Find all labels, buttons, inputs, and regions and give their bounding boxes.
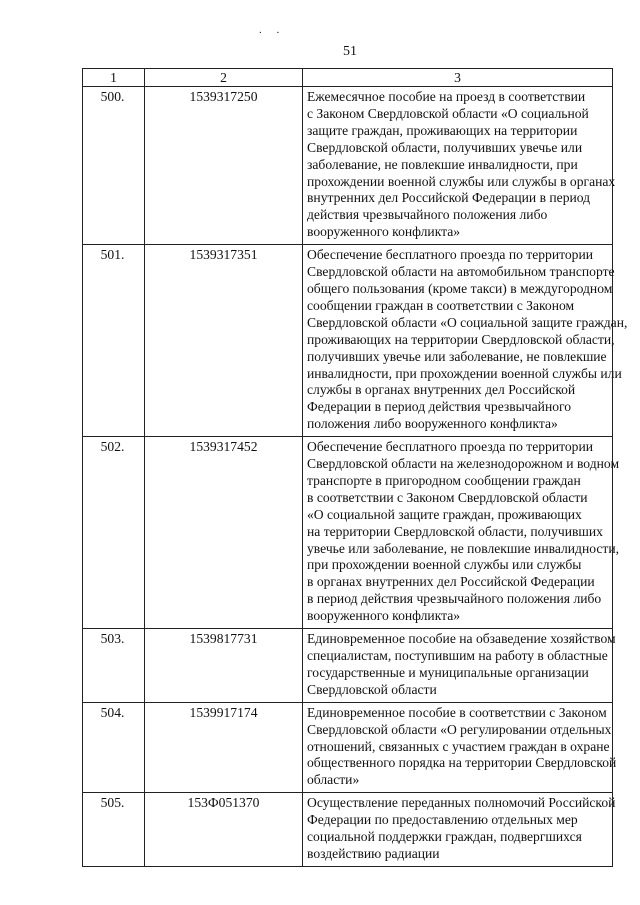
description-line: Обеспечение бесплатного проезда по территории [307,247,594,263]
row-number: 504. [83,702,145,793]
description-line: вооруженного конфликта» [307,608,461,624]
scan-mark: . . [259,24,286,36]
registry-table [82,68,628,867]
description-line: в органах внутренних дел Российской Федерации [307,574,595,590]
row-number: 502. [83,437,145,629]
description-line: Ежемесячное пособие на проезд в соответствии [307,89,586,104]
description-line: Обеспечение бесплатного проезда по территории [307,439,594,455]
description-line: службы в органах внутренних дел Российской [307,382,576,398]
column-header-code: 2 [145,69,303,87]
table-body [83,87,628,867]
table-row [83,702,613,793]
table-header-row [83,69,613,87]
description-line: в период действия чрезвычайного положения либо [307,591,602,607]
row-description [303,437,620,629]
description-line: Единовременное пособие на обзаведение хозяйством [307,631,616,647]
description-line: при прохождении военной службы или службы [307,557,582,573]
description-line: сообщении граждан в соответствии с Законом [307,297,575,313]
description-line: с Законом Свердловской области «О социальной [307,105,589,121]
row-code: 1539317452 [145,437,303,629]
description-line: транспорте в пригородном сообщении граждан [307,472,581,488]
row-code: 1539317351 [145,245,303,437]
description-line: «О социальной защите граждан, проживающих [307,506,582,522]
description-line: воздействию радиации [307,845,440,861]
description-line: государственные и муниципальные организации [307,664,589,680]
page-number: 51 [343,44,357,59]
description-line: Федерации в период действия чрезвычайного [307,399,572,415]
description-line: Свердловской области на автомобильном транспорте [307,264,615,280]
description-line: области» [307,772,360,788]
table-row [83,245,613,437]
description-line: общего пользования (кроме такси) в междугородном [307,280,613,296]
description-line: проживающих на территории Свердловской области, [307,331,615,347]
table-row [83,629,613,703]
row-code: 153Ф051370 [145,793,303,867]
description-line: получивших увечье или заболевание, не повлекшие [307,348,607,364]
description-line: заболевание, не повлекшие инвалидности, при [307,156,578,172]
description-line: Свердловской области «О регулировании отдельных [307,721,612,737]
description-line: Свердловской области «О социальной защите граждан, [307,314,628,330]
row-description [303,245,628,437]
row-number: 503. [83,629,145,703]
column-header-number: 1 [83,69,145,87]
row-description [303,702,617,793]
description-line: отношений, связанных с участием граждан в охране [307,738,610,754]
description-line: в соответствии с Законом Свердловской области [307,489,588,505]
description-line: действия чрезвычайного положения либо [307,207,548,223]
description-line: инвалидности, при прохождении военной службы или [307,365,622,381]
description-line: внутренних дел Российской Федерации в период [307,190,591,206]
row-number: 500. [83,87,145,245]
row-number: 505. [83,793,145,867]
description-line: защите граждан, проживающих на территории [307,122,578,138]
row-description [303,793,616,867]
table-row [83,793,613,867]
description-line: Осуществление переданных полномочий Российской [307,795,616,811]
column-header-description: 3 [303,69,613,87]
row-code: 1539317250 [145,87,303,245]
table-row [83,437,613,629]
table-row [83,87,613,245]
description-line: на территории Свердловской области, получивших [307,523,603,539]
description-line: положения либо вооруженного конфликта» [307,416,558,432]
description-line: вооруженного конфликта» [307,224,461,240]
description-line: Свердловской области [307,681,437,697]
description-line: увечье или заболевание, не повлекшие инвалидности, [307,540,620,556]
row-code: 1539817731 [145,629,303,703]
description-line: Свердловской области на железнодорожном и водном [307,456,620,472]
description-line: прохождении военной службы или службы в органах [307,173,616,189]
description-line: общественного порядка на территории Свердловской [307,755,617,771]
description-line: Свердловской области, получивших увечье или [307,139,583,155]
description-line: социальной поддержки граждан, подвергшихся [307,829,582,845]
description-line: Федерации по предоставлению отдельных мер [307,812,578,828]
row-description [303,629,616,703]
description-line: Единовременное пособие в соответствии с Законом [307,704,607,720]
description-line: специалистам, поступившим на работу в областные [307,648,608,663]
row-number: 501. [83,245,145,437]
row-description [303,87,616,245]
row-code: 1539917174 [145,702,303,793]
